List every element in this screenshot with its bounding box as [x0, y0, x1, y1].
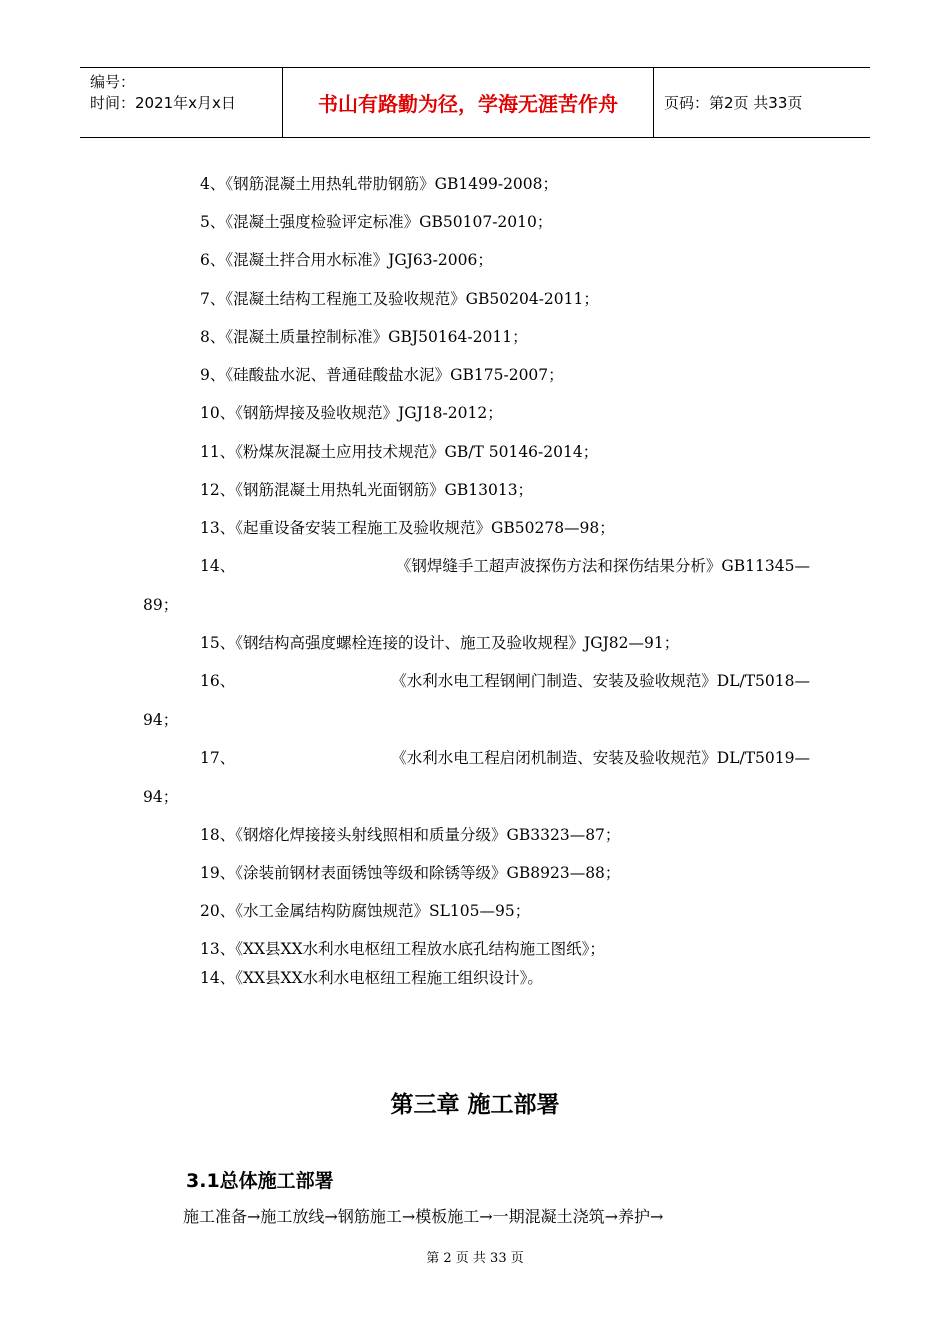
reference-number: 14、 — [200, 557, 236, 575]
reference-number: 17、 — [200, 749, 236, 767]
reference-item: 13、《起重设备安装工程施工及验收规范》GB50278—98； — [200, 519, 615, 537]
header-motto: 书山有路勤为径，学海无涯苦作舟 — [282, 68, 654, 137]
section-title: 3.1总体施工部署 — [186, 1170, 334, 1192]
reference-item-wrapped — [200, 746, 810, 768]
reference-item: 20、《水工金属结构防腐蚀规范》SL105—95； — [200, 902, 531, 920]
reference-item: 18、《钢熔化焊接接头射线照相和质量分级》GB3323—87； — [200, 826, 621, 844]
reference-tail: 94； — [143, 788, 179, 806]
reference-item: 9、《硅酸盐水泥、普通硅酸盐水泥》GB175-2007； — [200, 366, 564, 384]
reference-text: 《钢焊缝手工超声波探伤方法和探伤结果分析》GB11345— — [395, 557, 810, 575]
reference-item: 19、《涂装前钢材表面锈蚀等级和除锈等级》GB8923—88； — [200, 864, 621, 882]
reference-item-wrapped — [200, 669, 810, 691]
reference-item: 7、《混凝土结构工程施工及验收规范》GB50204-2011； — [200, 290, 599, 308]
page-header — [80, 67, 870, 138]
header-meta — [80, 68, 282, 137]
reference-item: 13、《XX县XX水利水电枢纽工程放水底孔结构施工图纸》； — [200, 940, 605, 958]
reference-item: 6、《混凝土拌合用水标准》JGJ63-2006； — [200, 251, 493, 269]
reference-text: 《水利水电工程启闭机制造、安装及验收规范》DL/T5019— — [391, 749, 810, 767]
reference-tail: 89； — [143, 596, 179, 614]
header-time-label: 时间：2021年x月x日 — [90, 94, 236, 112]
header-page-info: 页码：第2页 共33页 — [664, 94, 803, 112]
reference-tail: 94； — [143, 711, 179, 729]
reference-number: 16、 — [200, 672, 236, 690]
header-number-label: 编号： — [90, 73, 136, 91]
reference-item: 8、《混凝土质量控制标准》GBJ50164-2011； — [200, 328, 528, 346]
reference-text: 《水利水电工程钢闸门制造、安装及验收规范》DL/T5018— — [391, 672, 810, 690]
reference-item: 10、《钢筋焊接及验收规范》JGJ18-2012； — [200, 404, 503, 422]
reference-item-wrapped — [200, 554, 810, 576]
chapter-title: 第三章 施工部署 — [390, 1092, 560, 1118]
page-footer: 第 2 页 共 33 页 — [426, 1251, 524, 1266]
reference-item: 15、《钢结构高强度螺栓连接的设计、施工及验收规程》JGJ82—91； — [200, 634, 680, 652]
reference-item: 11、《粉煤灰混凝土应用技术规范》GB/T 50146-2014； — [200, 443, 599, 461]
reference-item: 5、《混凝土强度检验评定标准》GB50107-2010； — [200, 213, 553, 231]
reference-item: 12、《钢筋混凝土用热轧光面钢筋》GB13013； — [200, 481, 534, 499]
reference-item: 4、《钢筋混凝土用热轧带肋钢筋》GB1499-2008； — [200, 175, 559, 193]
construction-flow-text: 施工准备→施工放线→钢筋施工→模板施工→一期混凝土浇筑→养护→ — [183, 1207, 664, 1226]
reference-item: 14、《XX县XX水利水电枢纽工程施工组织设计》。 — [200, 969, 543, 987]
